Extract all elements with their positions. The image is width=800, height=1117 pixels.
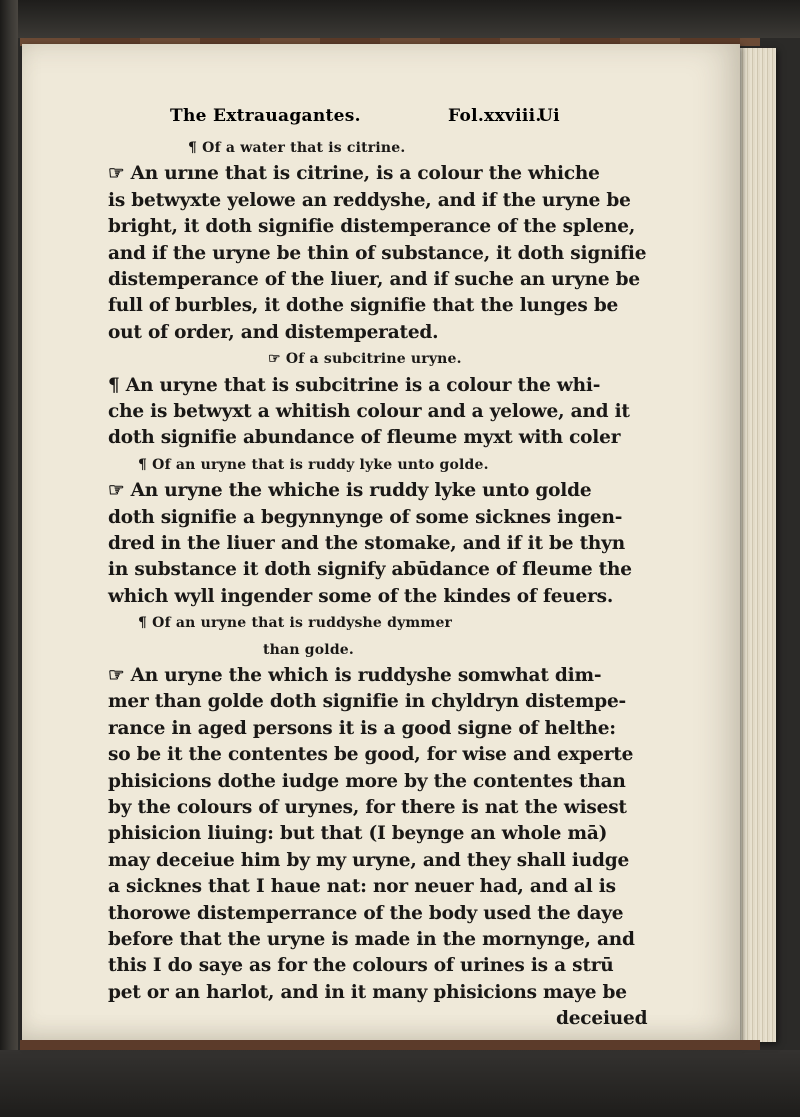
text-line: bright, it doth signifie distemperance of the splene, bbox=[108, 216, 636, 238]
text-line: which wyll ingender some of the kindes of feuers. bbox=[108, 585, 614, 607]
text-line: ☞ An urıne that is citrine, is a colour the whiche bbox=[108, 163, 600, 185]
text-line: ☞ An uryne the which is ruddyshe somwhat dim- bbox=[108, 665, 602, 686]
text-line: dred in the liuer and the stomake, and if it be thyn bbox=[108, 533, 625, 554]
text-line: doth signifie abundance of fleume myxt with coler bbox=[108, 427, 621, 449]
scanner-frame-top bbox=[0, 0, 800, 38]
section-heading: ☞ Of a subcitrine uryne. bbox=[268, 351, 462, 368]
section-heading: than golde. bbox=[263, 641, 354, 658]
signature-mark: Ui bbox=[538, 106, 560, 126]
text-line: by the colours of urynes, for there is nat the wisest bbox=[108, 797, 627, 818]
text-line: phisicions dothe iudge more by the contentes than bbox=[108, 770, 626, 792]
page-fore-edge bbox=[740, 48, 776, 1042]
text-line: full of burbles, it dothe signifie that the lunges be bbox=[108, 295, 619, 317]
section-heading: ¶ Of an uryne that is ruddy lyke unto golde. bbox=[138, 456, 489, 473]
text-line: may deceiue him by my uryne, and they shall iudge bbox=[108, 849, 630, 871]
running-head bbox=[170, 106, 670, 132]
text-line: mer than golde doth signifie in chyldryn distempe- bbox=[108, 691, 627, 713]
folio-number: Fol.xxviii. bbox=[448, 106, 542, 126]
text-line: deceiued bbox=[556, 1008, 648, 1030]
text-line: distemperance of the liuer, and if suche an uryne be bbox=[108, 269, 640, 290]
text-line: rance in aged persons it is a good signe of helthe: bbox=[108, 717, 616, 739]
scanner-frame-left bbox=[0, 0, 18, 1117]
text-line: and if the uryne be thin of substance, it doth signifie bbox=[108, 242, 647, 264]
text-line: doth signifie a begynnynge of some sicknes ingen- bbox=[108, 506, 623, 528]
scanner-frame-bottom bbox=[0, 1050, 800, 1117]
text-line: thorowe distemperrance of the body used the daye bbox=[108, 902, 624, 924]
section-heading: ¶ Of an uryne that is ruddyshe dymmer bbox=[138, 615, 453, 632]
text-line: before that the uryne is made in the mornynge, and bbox=[108, 929, 635, 950]
text-line: out of order, and distemperated. bbox=[108, 321, 439, 343]
text-line: is betwyxte yelowe an reddyshe, and if the uryne be bbox=[108, 189, 631, 211]
binding-strip-bottom bbox=[20, 1040, 760, 1050]
text-line: ☞ An uryne the whiche is ruddy lyke unto golde bbox=[108, 480, 592, 502]
text-line: so be it the contentes be good, for wise and experte bbox=[108, 744, 634, 766]
text-line: a sicknes that I haue nat: nor neuer had, and al is bbox=[108, 876, 616, 898]
text-line: che is betwyxt a whitish colour and a yelowe, and it bbox=[108, 401, 630, 422]
text-line: ¶ An uryne that is subcitrine is a colour the whi- bbox=[108, 374, 601, 396]
section-heading: ¶ Of a water that is citrine. bbox=[188, 140, 406, 156]
running-title: The Extrauagantes. bbox=[170, 106, 361, 126]
text-line: this I do saye as for the colours of urines is a strū bbox=[108, 955, 614, 977]
text-line: pet or an harlot, and in it many phisicions maye be bbox=[108, 981, 627, 1003]
text-line: in substance it doth signify abūdance of fleume the bbox=[108, 559, 632, 581]
text-line: phisicion liuing: but that (I beynge an whole mā) bbox=[108, 823, 608, 845]
